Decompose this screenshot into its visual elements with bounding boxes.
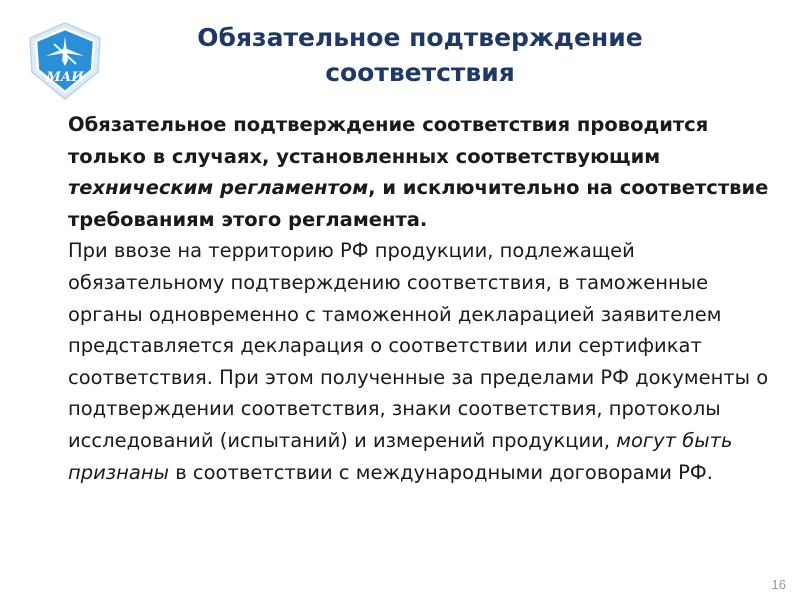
para2-text-end: в соответствии с международными договорами РФ. xyxy=(169,460,713,484)
para1-text-end: , и исключительно на соответствие требованиям этого регламента. xyxy=(68,176,769,231)
para1-text-start: Обязательное подтверждение соответствия проводится только в случаях, установленных соответствующим xyxy=(68,113,709,168)
paragraph-import-rules xyxy=(68,235,780,488)
title-line-1: Обязательное подтверждение xyxy=(197,23,643,52)
page-number: 16 xyxy=(771,577,786,592)
page-title xyxy=(110,20,730,90)
title-line-2: соответствия xyxy=(325,58,515,87)
para1-italic-term: техническим регламентом xyxy=(68,176,369,200)
mai-logo-icon xyxy=(24,20,106,102)
logo-text: МАИ xyxy=(46,70,84,85)
para2-italic-term: могут быть признаны xyxy=(68,428,733,484)
slide-body xyxy=(68,109,780,488)
para2-text-start: При ввозе на территорию РФ продукции, подлежащей обязательному подтверждению соответствия, в таможенные органы одновременно с таможенной декларацией заявителем представляется декларация о соответствии или сертификат соответствия. При этом полученные за пределами РФ документы о подтверждении соответствия, знаки соответствия, протоколы исследований (испытаний) и измерений продукции, xyxy=(68,239,769,452)
paragraph-mandatory-confirmation xyxy=(68,109,780,235)
